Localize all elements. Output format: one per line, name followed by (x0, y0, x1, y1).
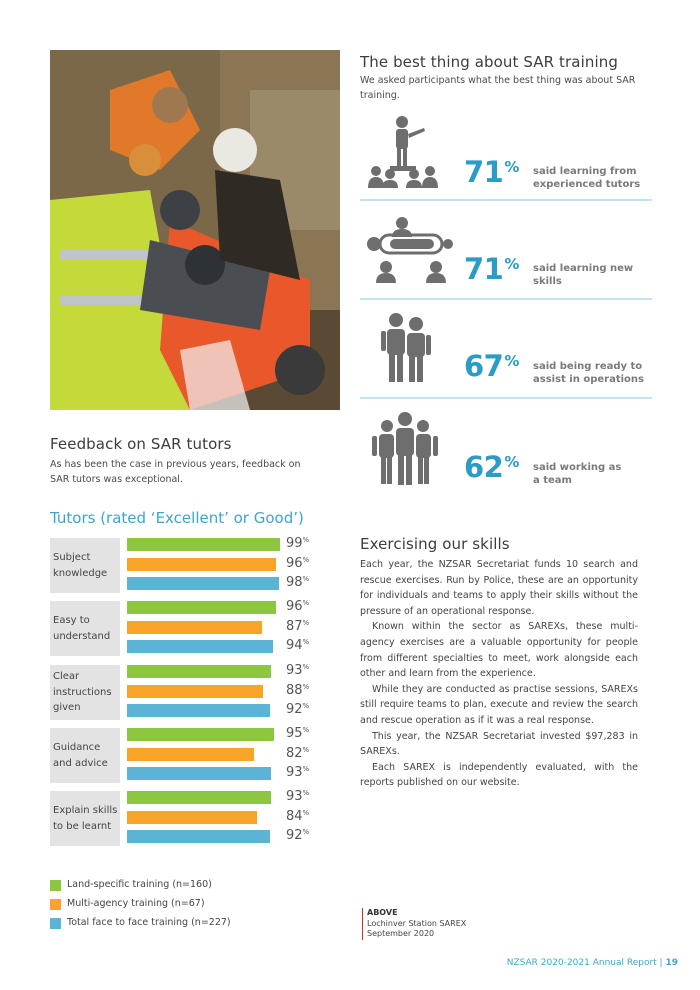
chart-bar (127, 577, 279, 590)
category-label: Guidance and advice (53, 742, 108, 769)
bar-value-label: 93% (286, 663, 310, 678)
bar-value-label: 96% (286, 599, 310, 614)
bar-value-label: 96% (286, 556, 310, 571)
chart-bar (127, 665, 271, 678)
caption-heading: ABOVE (367, 908, 398, 917)
bar-value-label: 95% (286, 726, 310, 741)
category-label: Explain skills to be learnt (53, 805, 118, 832)
legend-label: Multi-agency training (n=67) (67, 898, 205, 909)
stat-divider (360, 397, 652, 399)
two-people-icon (378, 312, 434, 388)
page-footer (507, 958, 678, 968)
chart-bar (127, 791, 271, 804)
chart-bar (127, 767, 271, 780)
best-thing-intro: We asked participants what the best thing was about SAR training. (360, 75, 636, 101)
stat-percent-2: 71% (464, 252, 519, 286)
stat-percent-3: 67% (464, 349, 519, 383)
stat-divider (360, 199, 652, 201)
chart-bar (127, 558, 276, 571)
chart-title: Tutors (rated ‘Excellent’ or Good’) (50, 509, 304, 527)
stat-label-1: said learning from experienced tutors (533, 166, 641, 190)
bar-value-label: 82% (286, 746, 310, 761)
chart-bar (127, 728, 274, 741)
exercising-paragraph: Known within the sector as SAREXs, these multi-agency exercises are a valuable opportunity for people from different specialties to meet, work alongside each other and learn from the experience. (360, 621, 638, 680)
stat-label-4: said working as a team (533, 462, 622, 486)
presenter-audience-icon (366, 114, 444, 196)
exercising-body (360, 557, 638, 791)
caption-line: September 2020 (367, 929, 435, 938)
legend-swatch (50, 899, 61, 910)
chart-bar (127, 640, 273, 653)
legend-label: Land-specific training (n=160) (67, 879, 212, 890)
stat-percent-4: 62% (464, 450, 519, 484)
bar-value-label: 87% (286, 619, 310, 634)
report-name: NZSAR 2020-2021 Annual Report | (506, 958, 663, 968)
bar-value-label: 99% (286, 536, 310, 551)
exercising-paragraph: This year, the NZSAR Secretariat invested $97,283 in SAREXs. (360, 730, 638, 758)
chart-bar (127, 704, 270, 717)
chart-bar (127, 621, 262, 634)
stretcher-rescue-icon (366, 215, 456, 289)
bar-value-label: 92% (286, 702, 310, 717)
bar-value-label: 88% (286, 683, 310, 698)
chart-bar (127, 601, 276, 614)
stat-label-2: said learning new skills (533, 263, 634, 287)
legend-swatch (50, 880, 61, 891)
sar-training-photo (50, 50, 340, 410)
category-label: Easy to understand (53, 615, 111, 642)
bar-value-label: 92% (286, 828, 310, 843)
chart-bar (127, 538, 280, 551)
bar-value-label: 93% (286, 789, 310, 804)
exercising-paragraph: While they are conducted as practise sessions, SAREXs still require teams to plan, execute and review the search and rescue operation as if it was a real response. (360, 683, 638, 726)
legend-label: Total face to face training (n=227) (67, 917, 231, 928)
chart-bar (127, 748, 254, 761)
stat-divider (360, 298, 652, 300)
feedback-intro: As has been the case in previous years, feedback on SAR tutors was exceptional. (50, 459, 301, 485)
chart-bar (127, 685, 263, 698)
bar-value-label: 84% (286, 809, 310, 824)
stat-percent-1: 71% (464, 155, 519, 189)
bar-value-label: 93% (286, 765, 310, 780)
chart-bar (127, 811, 257, 824)
page-number: 19 (665, 958, 678, 968)
legend-swatch (50, 918, 61, 929)
chart-bar (127, 830, 270, 843)
stat-label-3: said being ready to assist in operations (533, 361, 644, 385)
exercising-paragraph: Each SAREX is independently evaluated, with the reports published on our website. (360, 761, 638, 789)
bar-value-label: 98% (286, 575, 310, 590)
group-team-icon (370, 412, 440, 492)
category-label: Subject knowledge (53, 552, 108, 579)
exercising-paragraph: Each year, the NZSAR Secretariat funds 10 search and rescue exercises. Run by Police, these are an opportunity for individuals and teams to apply their skills without the pressure of an operational response. (360, 559, 638, 617)
best-thing-title: The best thing about SAR training (360, 53, 618, 71)
bar-value-label: 94% (286, 638, 310, 653)
exercising-title: Exercising our skills (360, 535, 510, 553)
feedback-title: Feedback on SAR tutors (50, 435, 232, 453)
category-label: Clear instructions given (53, 671, 112, 714)
photo-caption (362, 908, 466, 940)
caption-line: Lochinver Station SAREX (367, 918, 467, 928)
